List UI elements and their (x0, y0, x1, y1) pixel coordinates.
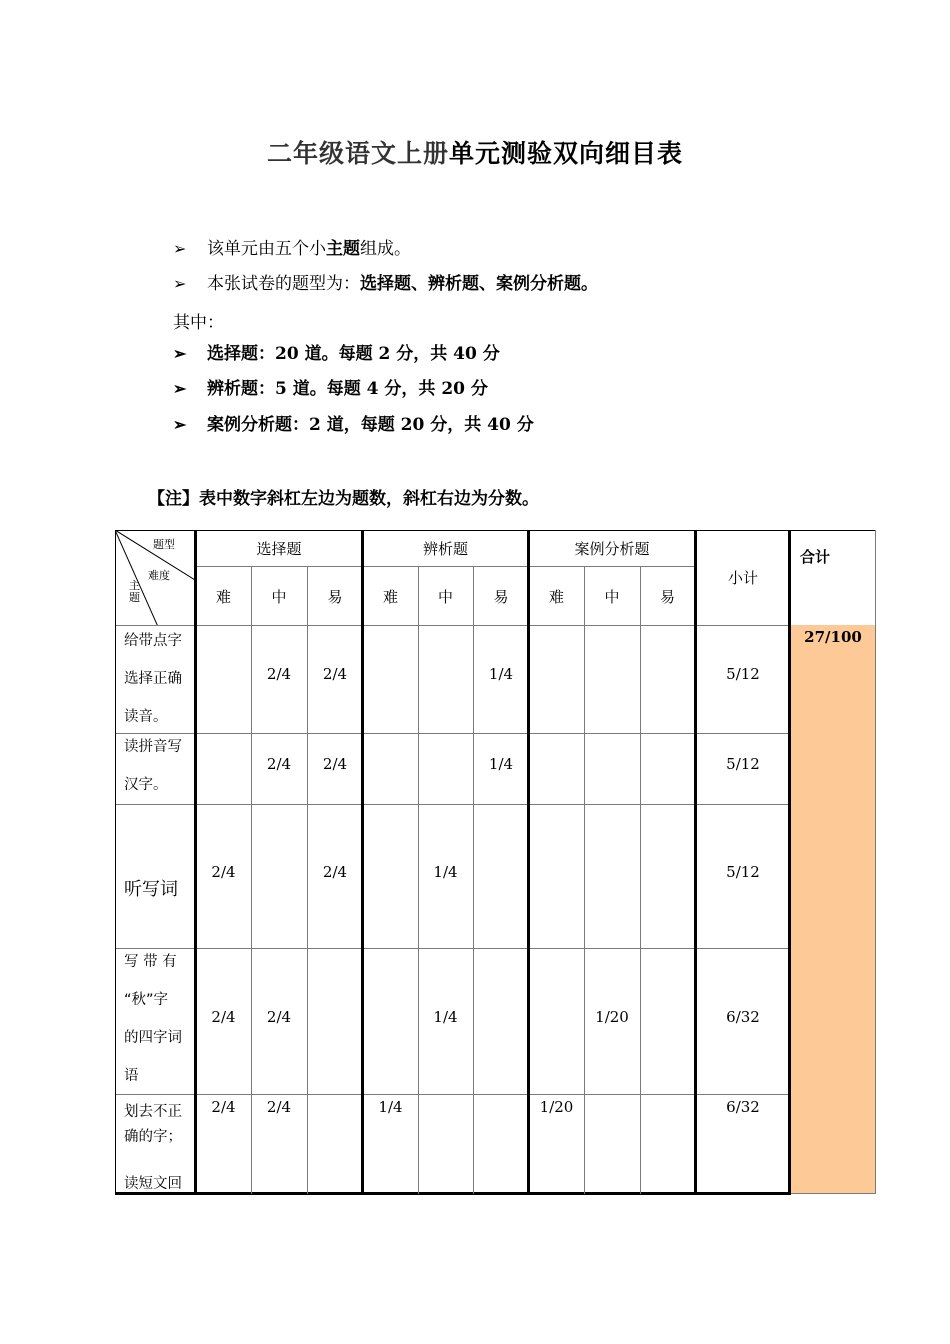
group-header-choice: 选择题 (256, 539, 302, 558)
grid-line (788, 530, 791, 1194)
table-cell: 2/4 (266, 665, 292, 683)
table-note: 【注】表中数字斜杠左边为题数，斜杠右边为分数。 (148, 489, 539, 509)
arrow-bullet-icon: ➢ (173, 274, 187, 293)
table-cell: 2/4 (322, 863, 348, 881)
grid-line (307, 567, 308, 1194)
table-cell: 2/4 (322, 665, 348, 683)
arrow-bullet-icon: ➢ (173, 415, 187, 434)
bullet-analysis: ➢ 辨析题：5 道。每题 4 分，共 20 分 (173, 379, 488, 399)
row-topic: 听写词 (124, 879, 178, 900)
grid-line (115, 1094, 790, 1095)
table-cell: 2/4 (211, 863, 236, 881)
total-value: 27/100 (804, 628, 862, 646)
grid-line (361, 530, 364, 1194)
grid-line (473, 567, 474, 1194)
bullet-question-types: ➢ 本张试卷的题型为：选择题、辨析题、案例分析题。 (173, 274, 598, 294)
level-header: 易 (659, 587, 675, 606)
corner-difficulty-label: 难度 (148, 569, 170, 582)
grid-line (115, 733, 790, 734)
grid-line (115, 948, 790, 949)
table-cell: 2/4 (266, 1008, 292, 1026)
grid-line (115, 804, 790, 805)
row-topic: 划去不正 确的字； 读短文回 (124, 1104, 182, 1192)
page-title: 二年级语文上册单元测验双向细目表 (266, 139, 684, 168)
corner-topic-label: 主 题 (129, 579, 140, 604)
level-header: 难 (382, 587, 398, 606)
level-header: 中 (271, 587, 287, 606)
level-header: 中 (604, 587, 620, 606)
grid-line (640, 567, 641, 1194)
total-header: 合计 (800, 548, 831, 566)
table-cell: 2/4 (322, 755, 348, 773)
table-cell: 1/4 (433, 863, 458, 881)
detail-table (115, 530, 876, 1194)
table-cell: 1/4 (433, 1008, 458, 1026)
row-topic: 给带点字 选择正确 读音。 (124, 633, 182, 725)
arrow-bullet-icon: ➢ (173, 239, 187, 258)
grid-line (790, 1193, 876, 1194)
row-subtotal: 5/12 (726, 755, 760, 773)
table-cell: 1/20 (539, 1098, 574, 1116)
grid-line (251, 567, 252, 1194)
arrow-bullet-icon: ➢ (173, 344, 187, 363)
row-subtotal: 6/32 (726, 1008, 760, 1026)
bullet-case: ➢ 案例分析题：2 道，每题 20 分，共 40 分 (173, 415, 534, 435)
grid-line (875, 530, 876, 1194)
total-column-fill (790, 625, 876, 1193)
grid-line (115, 530, 116, 1194)
subtotal-header: 小计 (727, 569, 758, 587)
row-topic: 写 带 有 “秋”字 的四字词 语 (124, 954, 182, 1084)
level-header: 中 (437, 587, 453, 606)
grid-line (115, 625, 790, 626)
grid-line (196, 566, 695, 567)
grid-line (694, 530, 697, 1194)
grid-line (584, 567, 585, 1194)
group-header-analysis: 辨析题 (422, 539, 468, 558)
table-cell: 2/4 (266, 755, 292, 773)
table-cell: 2/4 (211, 1098, 236, 1116)
grid-line (418, 567, 419, 1194)
bullet-topics: ➢ 该单元由五个小主题组成。 (173, 239, 411, 259)
grid-line (527, 530, 530, 1194)
level-header: 难 (215, 587, 231, 606)
grid-line (115, 1192, 791, 1195)
level-header: 易 (493, 587, 509, 606)
bullet-choice: ➢ 选择题：20 道。每题 2 分，共 40 分 (173, 344, 500, 364)
row-subtotal: 5/12 (726, 665, 760, 683)
table-cell: 1/20 (595, 1008, 629, 1026)
table-cell: 1/4 (488, 755, 514, 773)
table-cell: 2/4 (211, 1008, 236, 1026)
table-cell: 1/4 (488, 665, 514, 683)
table-cell: 2/4 (266, 1098, 292, 1116)
grid-line (115, 530, 876, 531)
row-subtotal: 5/12 (726, 863, 760, 881)
level-header: 易 (327, 587, 343, 606)
among-label: 其中： (173, 313, 224, 333)
arrow-bullet-icon: ➢ (173, 379, 187, 398)
row-subtotal: 6/32 (726, 1098, 760, 1116)
grid-line (194, 530, 197, 1194)
row-topic: 读拼音写 汉字。 (124, 739, 182, 793)
level-header: 难 (548, 587, 564, 606)
corner-type-label: 题型 (153, 538, 175, 551)
table-cell: 1/4 (378, 1098, 403, 1116)
group-header-case: 案例分析题 (574, 539, 650, 558)
